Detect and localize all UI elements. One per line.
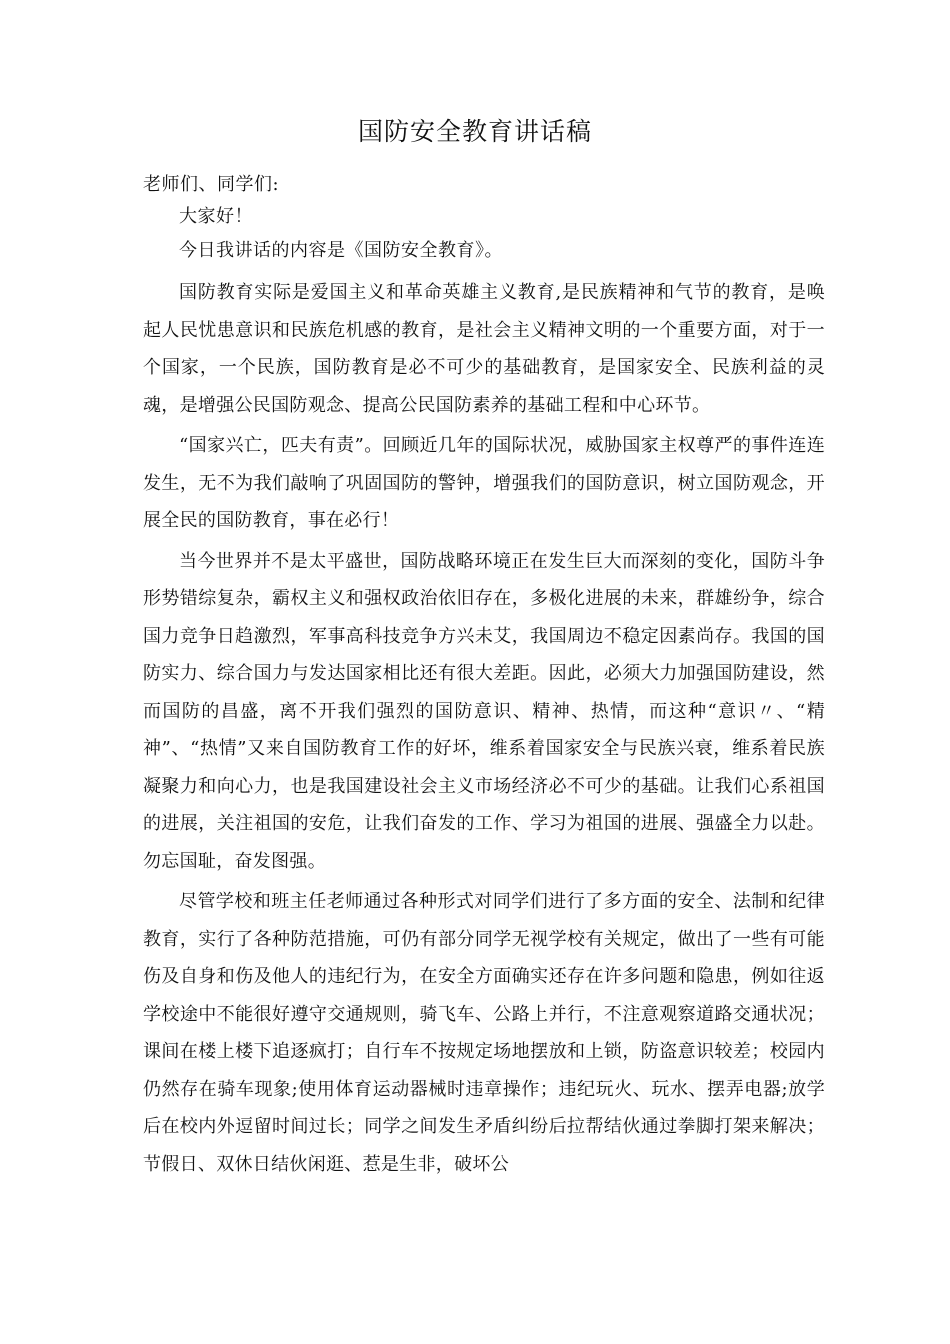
paragraph-school-safety: 尽管学校和班主任老师通过各种形式对同学们进行了多方面的安全、法制和纪律教育，实行了各种防范措施，可仍有部分同学无视学校有关规定，做出了一些有可能伤及自身和伤及他人的违纪行为，在安全方面确实还存在许多问题和隐患，例如往返学校途中不能很好遵守交通规则，骑飞车、公路上并行，不注意观察道路交通状况；课间在楼上楼下追逐疯打；自行车不按规定场地摆放和上锁，防盗意识较差；校园内仍然存在骑车现象;使用体育运动器械时违章操作；违纪玩火、玩水、摆弄电器;放学后在校内外逗留时间过长；同学之间发生矛盾纠纷后拉帮结伙通过拳脚打架来解决；节假日、双休日结伙闲逛、惹是生非，破坏公: [143, 891, 825, 1175]
paragraph-national-rise-and-fall: “国家兴亡，匹夫有责”。回顾近几年的国际状况，威胁国家主权尊严的事件连连发生，无不为我们敲响了巩固国防的警钟，增强我们的国防意识，树立国防观念，开展全民的国防教育，事在必行！: [143, 435, 825, 531]
paragraph-national-defense-education: 国防教育实际是爱国主义和革命英雄主义教育,是民族精神和气节的教育，是唤起人民忧患意识和民族危机感的教育，是社会主义精神文明的一个重要方面，对于一个国家，一个民族，国防教育是必不可少的基础教育，是国家安全、民族利益的灵魂，是增强公民国防观念、提高公民国防素养的基础工程和中心环节。: [143, 282, 825, 416]
paragraph-world-situation: 当今世界并不是太平盛世，国防战略环境正在发生巨大而深刻的变化，国防斗争形势错综复杂，霸权主义和强权政治依旧存在，多极化进展的未来，群雄纷争，综合国力竞争日趋激烈，军事高科技竞争方兴未艾，我国周边不稳定因素尚存。我国的国防实力、综合国力与发达国家相比还有很大差距。因此，必须大力加强国防建设，然而国防的昌盛，离不开我们强烈的国防意识、精神、热情，而这种“意识〃、“精神”、“热情”又来自国防教育工作的好坏，维系着国家安全与民族兴衰，维系着民族凝聚力和向心力，也是我国建设社会主义市场经济必不可少的基础。让我们心系祖国的进展，关注祖国的安危，让我们奋发的工作、学习为祖国的进展、强盛全力以赴。勿忘国耻，奋发图强。: [143, 550, 825, 872]
document-body: [143, 170, 825, 1183]
greeting: 大家好！: [179, 206, 253, 227]
document-title: 国防安全教育讲话稿: [357, 117, 592, 146]
salutation: 老师们、同学们:: [143, 174, 280, 195]
intro-line: 今日我讲话的内容是《国防安全教育》。: [179, 240, 503, 261]
